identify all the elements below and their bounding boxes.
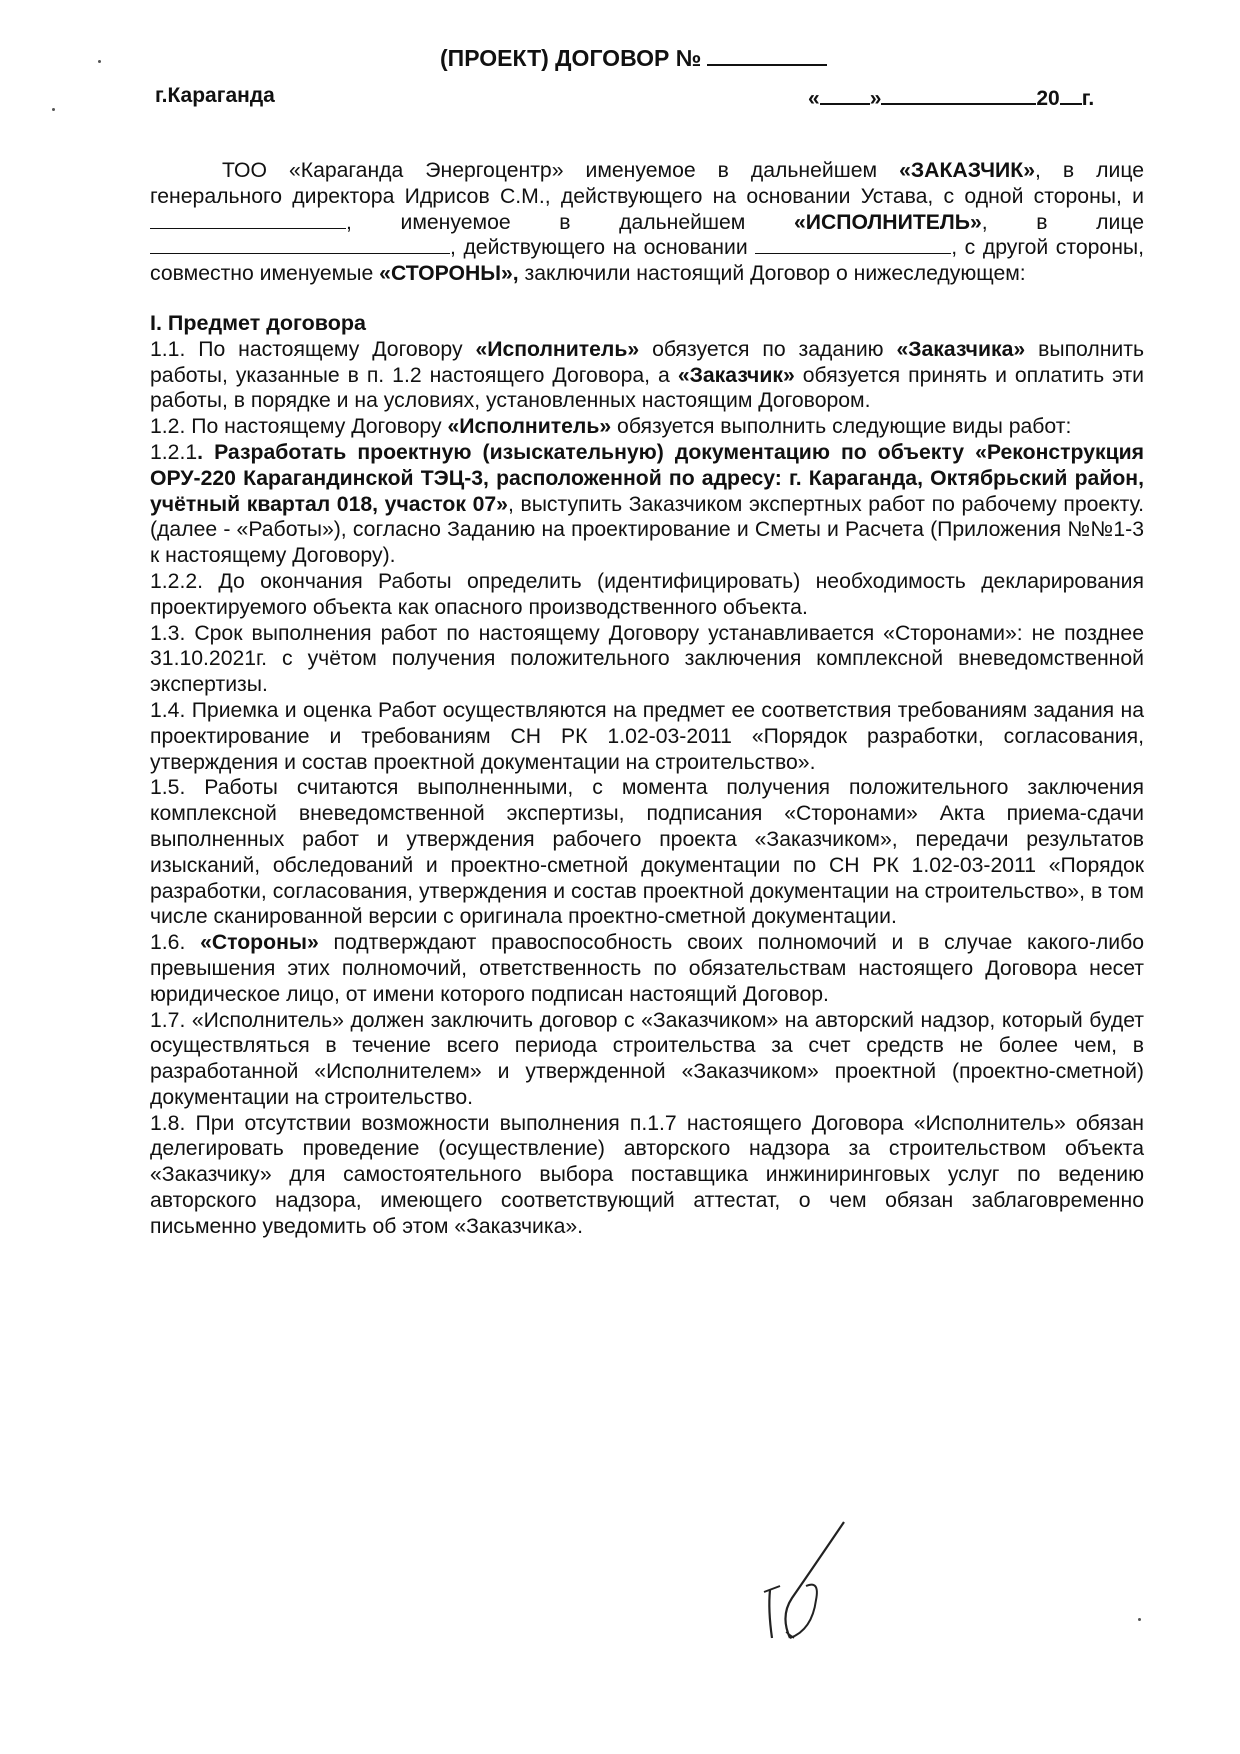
date-open-quote: « xyxy=(808,87,820,110)
clause-text: 1.1. По настоящему Договору xyxy=(150,337,476,361)
scan-speck xyxy=(1138,1618,1141,1621)
section-title: I. Предмет договора xyxy=(150,310,366,335)
clause-1-7: 1.7. «Исполнитель» должен заключить договор с «Заказчиком» на авторский надзор, который будет осуществляться в течение всего периода строительства за счет средств не более чем, в разработанной «Исполнителем» и утвержденной «Заказчиком» проектной (проектно-сметной) документации на строительство. xyxy=(150,1008,1144,1109)
clause-1-5: 1.5. Работы считаются выполненными, с момента получения положительного заключения комплексной вневедомственной экспертизы, подписания «Сторонами» Акта приема-сдачи выполненных работ и утверждения рабочего проекта «Заказчиком», передачи результатов изысканий, обследований и проектно-сметной документации по СН РК 1.02-03-2011 «Порядок разработки, согласования, утверждения и состав проектной документации на строительство», в том числе сканированной версии с оригинала проектно-сметной документации. xyxy=(150,776,1144,929)
parties-term: «СТОРОНЫ», xyxy=(379,262,519,286)
clause-1-3: 1.3. Срок выполнения работ по настоящему Договору устанавливается «Сторонами»: не позднее 31.10.2021г. с учётом получения положительного заключения комплексной вневедомственной экспертизы. xyxy=(150,621,1144,697)
clause-bold-term: «Исполнитель» xyxy=(447,415,612,439)
customer-term: «ЗАКАЗЧИК» xyxy=(899,159,1035,182)
preamble-text-4: , в лице xyxy=(981,210,1145,234)
year-suffix: г. xyxy=(1081,87,1095,110)
clause-1-2-1 xyxy=(150,440,1144,569)
clause-text: 1.6. xyxy=(150,931,201,955)
clause-bold-term: «Исполнитель» xyxy=(475,337,640,361)
document-title xyxy=(440,44,827,72)
clause-text: выполнить работы, указанные в п. 1.2 настоящего Договора, а xyxy=(150,337,1144,387)
title-text: (ПРОЕКТ) ДОГОВОР № xyxy=(440,45,702,71)
clause-text: , выступить Заказчиком экспертных работ по рабочему проекту. (далее - «Работы»), согласно Заданию на проектирование и Сметы и Расчета (Приложения №№1-3 к настоящему Договору). xyxy=(150,492,1144,568)
document-body xyxy=(150,158,1144,1240)
clause-text: обязуется по заданию xyxy=(639,337,897,361)
clause-text: обязуется принять и оплатить эти работы, в порядке и на условиях, установленных настоящим Договором. xyxy=(150,363,1144,413)
clause-text: 1.2. По настоящему Договору xyxy=(150,415,448,439)
preamble-text-7: заключили настоящий Договор о нижеследующем: xyxy=(518,262,1026,286)
year-blank xyxy=(1060,86,1082,105)
scan-speck xyxy=(52,108,55,111)
clause-1-1 xyxy=(150,337,1144,414)
representative-blank xyxy=(150,235,450,254)
clause-1-2-2: 1.2.2. До окончания Работы определить (идентифицировать) необходимость декларирования проектируемого объекта как опасного производственного объекта. xyxy=(150,569,1144,619)
clause-bold-term: . Разработать проектную (изыскательную) документацию по объекту «Реконструкция ОРУ-220 Карагандинской ТЭЦ-3, расположенной по адресу: г. Караганда, Октябрьский район, учётный квартал 018, участок 07» xyxy=(150,440,1144,516)
date-close-quote: » xyxy=(869,87,882,110)
clause-1-2 xyxy=(150,414,1144,440)
clause-1-6 xyxy=(150,930,1144,1007)
preamble-text-5: , действующего на основании xyxy=(450,236,756,260)
clause-text: 1.2.1 xyxy=(150,440,198,464)
preamble-paragraph xyxy=(150,158,1144,287)
month-blank xyxy=(881,86,1036,105)
preamble-text-6: , с другой стороны, совместно именуемые xyxy=(150,236,1145,286)
preamble-text-2: , в лице генерального директора Идрисов С.М., действующего на основании Устава, с одной стороны, и xyxy=(150,159,1145,208)
year-prefix: 20 xyxy=(1036,87,1060,110)
handwritten-initials-mark xyxy=(750,1520,850,1640)
basis-blank xyxy=(755,235,951,254)
contract-number-blank xyxy=(707,44,827,66)
date-line xyxy=(808,86,1144,111)
clause-text: подтверждают правоспособность своих полномочий и в случае какого-либо превышения этих полномочий, ответственность по обязательствам настоящего Договора несет юридическое лицо, от имени которого подписан настоящий Договор. xyxy=(150,931,1144,1006)
preamble-text-3: , именуемое в дальнейшем xyxy=(346,210,794,234)
contractor-name-blank xyxy=(150,210,346,229)
scan-speck xyxy=(98,60,101,63)
day-blank xyxy=(820,86,870,105)
preamble-text-1: ТОО «Караганда Энергоцентр» именуемое в дальнейшем xyxy=(222,159,900,182)
clause-1-8: 1.8. При отсутствии возможности выполнения п.1.7 настоящего Договора «Исполнитель» обязан делегировать проведение (осуществление) авторского надзора за строительством объекта «Заказчику» для самостоятельного выбора поставщика инжиниринговых услуг по ведению авторского надзора, имеющего соответствующий аттестат, о чем обязан заблаговременно письменно уведомить об этом «Заказчика». xyxy=(150,1111,1144,1238)
city-label: г.Караганда xyxy=(155,84,275,107)
clause-1-4: 1.4. Приемка и оценка Работ осуществляются на предмет ее соответствия требованиям задания на проектирование и требованиям СН РК 1.02-03-2011 «Порядок разработки, согласования, утверждения и состав проектной документации на строительство». xyxy=(150,698,1144,774)
clause-bold-term: «Заказчика» xyxy=(896,337,1026,361)
clause-bold-term: «Заказчик» xyxy=(677,363,795,387)
clause-bold-term: «Стороны» xyxy=(200,931,319,955)
contractor-term: «ИСПОЛНИТЕЛЬ» xyxy=(793,210,982,234)
spacer xyxy=(150,287,1144,311)
clause-text: обязуется выполнить следующие виды работ: xyxy=(611,415,1072,439)
